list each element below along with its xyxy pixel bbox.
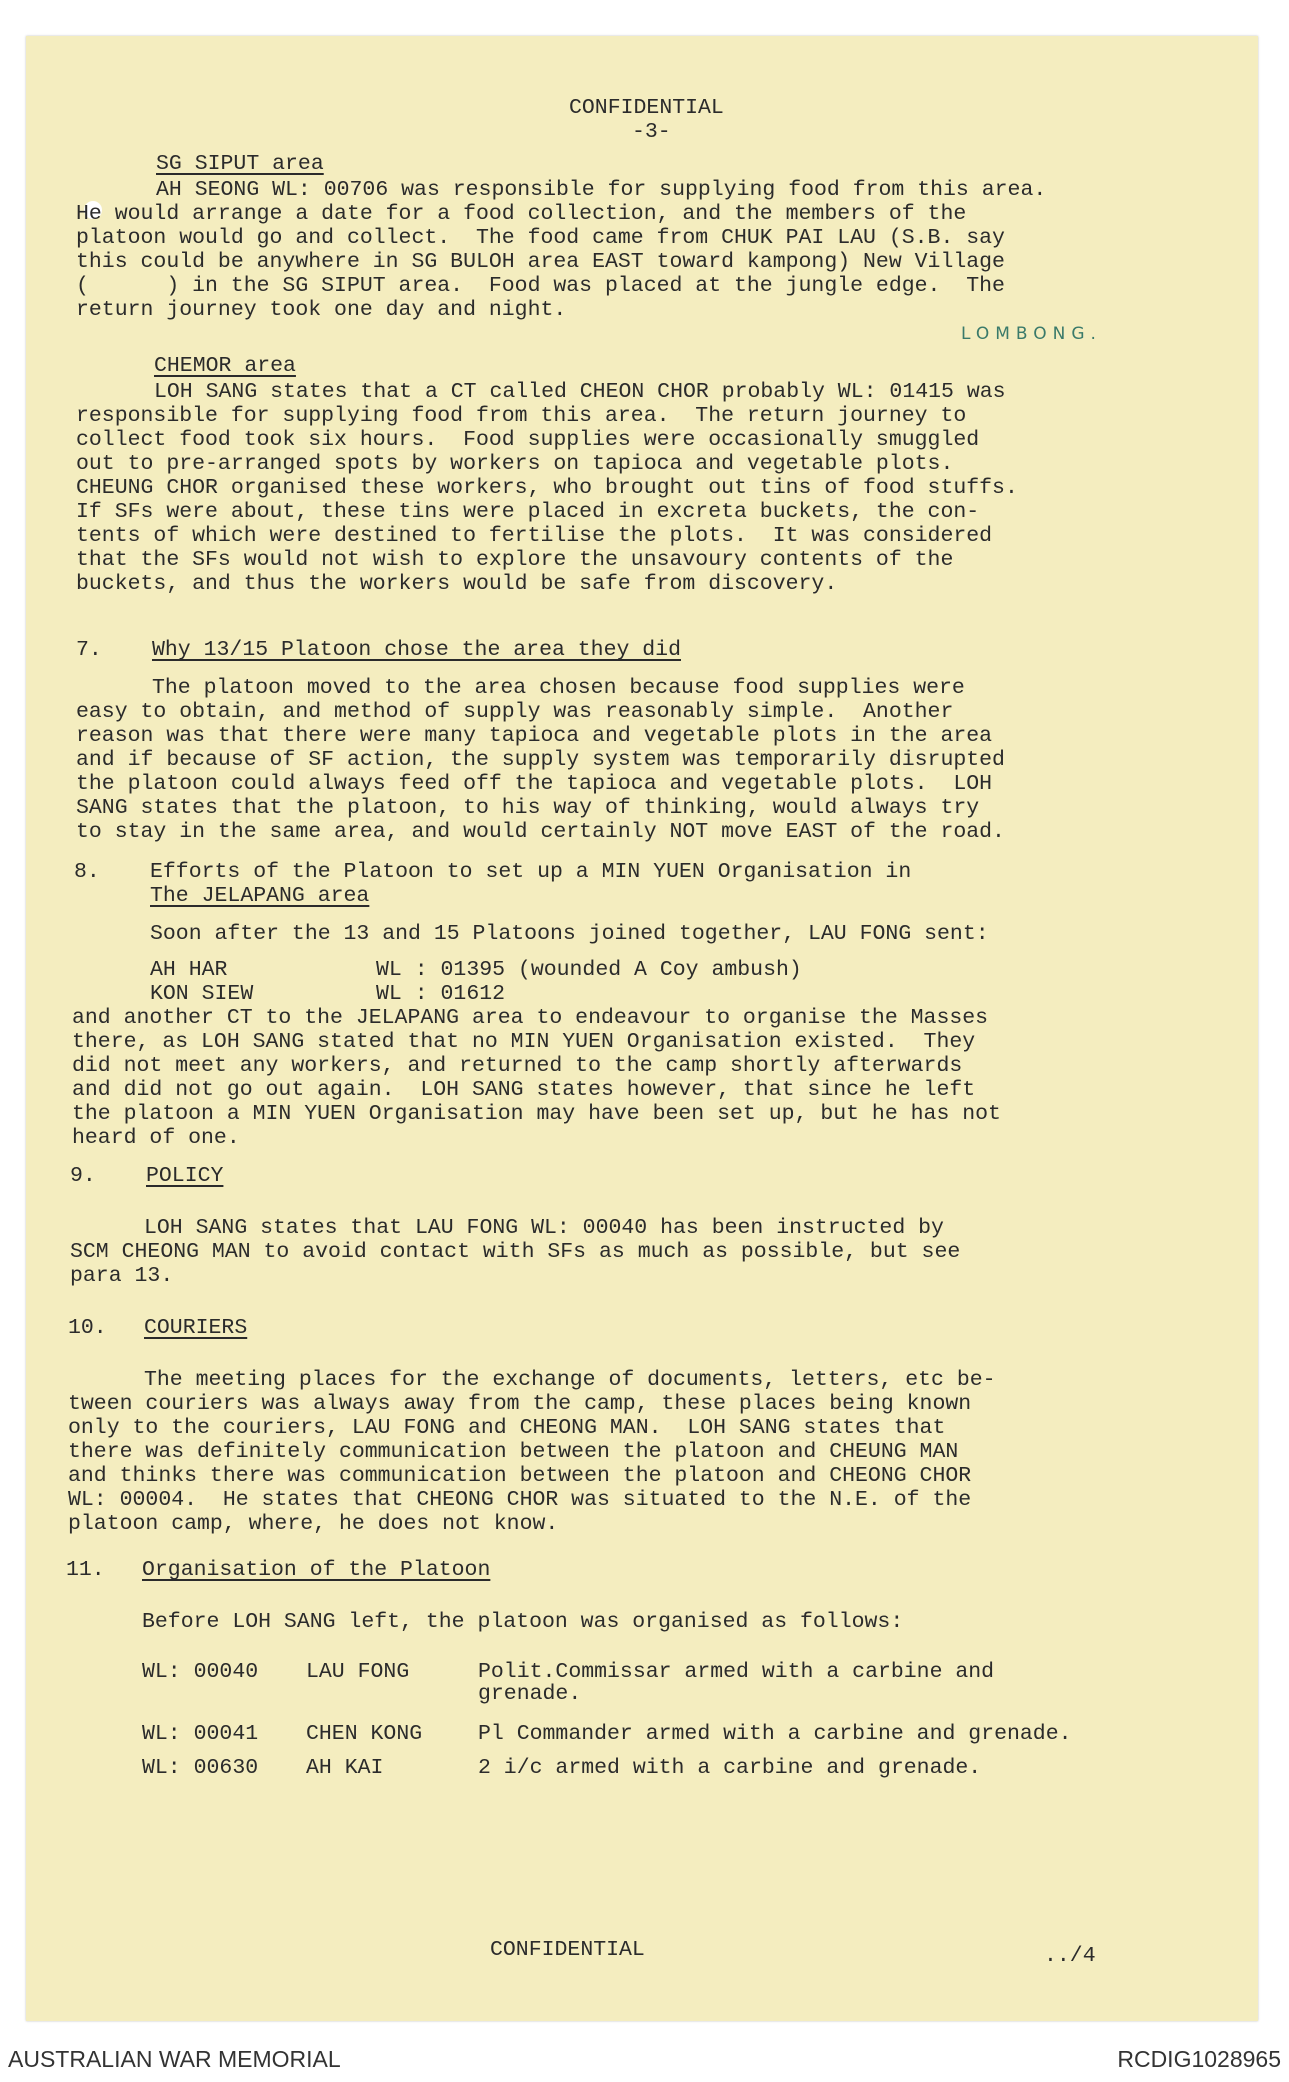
body-line: SCM CHEONG MAN to avoid contact with SFs as much as possible, but see (70, 1240, 961, 1264)
body-line: the platoon could always feed off the tapioca and vegetable plots. LOH (76, 772, 993, 796)
body-line: Before LOH SANG left, the platoon was organised as follows: (142, 1610, 904, 1634)
body-line: and if because of SF action, the supply system was temporarily disrupted (76, 748, 1005, 772)
body-line: responsible for supplying food from this area. The return journey to (76, 404, 967, 428)
body-line: easy to obtain, and method of supply was reasonably simple. Another (76, 700, 954, 724)
body-line: only to the couriers, LAU FONG and CHEONG MAN. LOH SANG states that (68, 1416, 946, 1440)
body-line: that the SFs would not wish to explore the unsavoury contents of the (76, 548, 954, 572)
body-line: and did not go out again. LOH SANG states however, that since he left (72, 1078, 976, 1102)
header-classification: CONFIDENTIAL (569, 96, 724, 120)
body-line: He would arrange a date for a food collection, and the members of the (76, 202, 967, 226)
document-page (26, 36, 1258, 2021)
body-line: WL: 00004. He states that CHEONG CHOR was situated to the N.E. of the (68, 1488, 972, 1512)
body-line: there, as LOH SANG stated that no MIN YUEN Organisation existed. They (72, 1030, 976, 1054)
member-role: Pl Commander armed with a carbine and grenade. (478, 1722, 1072, 1746)
member-role: 2 i/c armed with a carbine and grenade. (478, 1756, 982, 1780)
member-id: WL: 00040 (142, 1660, 259, 1684)
body-line: LOH SANG states that a CT called CHEON CHOR probably WL: 01415 was (154, 380, 1006, 404)
header-page-number: -3- (632, 120, 671, 144)
section-number: 10. (68, 1316, 107, 1340)
section-heading: COURIERS (144, 1316, 248, 1340)
section-number: 7. (76, 638, 102, 662)
member-name: AH KAI (306, 1756, 384, 1780)
archive-institution: AUSTRALIAN WAR MEMORIAL (8, 2046, 341, 2072)
body-line: and another CT to the JELAPANG area to endeavour to organise the Masses (72, 1006, 989, 1030)
section-heading-chemor: CHEMOR area (154, 354, 296, 378)
body-line: heard of one. (72, 1126, 240, 1150)
body-line: did not meet any workers, and returned to the camp shortly afterwards (72, 1054, 963, 1078)
body-line: the platoon a MIN YUEN Organisation may have been set up, but he has not (72, 1102, 1001, 1126)
body-line: platoon would go and collect. The food came from CHUK PAI LAU (S.B. say (76, 226, 1005, 250)
member-name: LAU FONG (306, 1660, 410, 1684)
body-line: If SFs were about, these tins were placed in excreta buckets, the con- (76, 500, 980, 524)
body-line: The meeting places for the exchange of documents, letters, etc be- (144, 1368, 996, 1392)
section-number: 8. (74, 860, 100, 884)
section-number: 9. (70, 1164, 96, 1188)
body-line: tents of which were destined to fertilise the plots. It was considered (76, 524, 993, 548)
footer-classification: CONFIDENTIAL (490, 1938, 645, 1962)
body-line: buckets, and thus the workers would be safe from discovery. (76, 572, 838, 596)
archive-reference: RCDIG1028965 (1117, 2046, 1281, 2072)
member-name: CHEN KONG (306, 1722, 423, 1746)
body-line: LOH SANG states that LAU FONG WL: 00040 has been instructed by (144, 1216, 944, 1240)
person-id: WL : 01612 (376, 982, 506, 1006)
body-line: ( ) in the SG SIPUT area. Food was placed at the jungle edge. The (76, 274, 1005, 298)
section-number: 11. (66, 1558, 105, 1582)
handwritten-annotation: LOMBONG. (961, 324, 1102, 344)
body-line: and thinks there was communication between the platoon and CHEONG CHOR (68, 1464, 972, 1488)
body-line: tween couriers was always away from the camp, these places being known (68, 1392, 972, 1416)
person-name: AH HAR (150, 958, 228, 982)
member-role: grenade. (478, 1682, 582, 1706)
footer-continuation: ../4 (1044, 1944, 1096, 1968)
section-heading: Organisation of the Platoon (142, 1558, 491, 1582)
body-line: collect food took six hours. Food supplies were occasionally smuggled (76, 428, 980, 452)
body-line: Soon after the 13 and 15 Platoons joined together, LAU FONG sent: (150, 922, 989, 946)
member-id: WL: 00630 (142, 1756, 259, 1780)
person-name: KON SIEW (150, 982, 254, 1006)
section-heading: Why 13/15 Platoon chose the area they did (152, 638, 681, 662)
body-line: para 13. (70, 1264, 174, 1288)
body-line: return journey took one day and night. (76, 298, 567, 322)
body-line: CHEUNG CHOR organised these workers, who brought out tins of food stuffs. (76, 476, 1018, 500)
person-id: WL : 01395 (wounded A Coy ambush) (376, 958, 802, 982)
section-heading-sg-siput: SG SIPUT area (156, 152, 324, 176)
body-line: to stay in the same area, and would certainly NOT move EAST of the road. (76, 820, 1005, 844)
member-id: WL: 00041 (142, 1722, 259, 1746)
body-line: AH SEONG WL: 00706 was responsible for supplying food from this area. (156, 178, 1047, 202)
body-line: there was definitely communication between the platoon and CHEUNG MAN (68, 1440, 959, 1464)
body-line: reason was that there were many tapioca and vegetable plots in the area (76, 724, 993, 748)
body-line: SANG states that the platoon, to his way of thinking, would always try (76, 796, 980, 820)
section-heading: POLICY (146, 1164, 224, 1188)
body-line: The platoon moved to the area chosen because food supplies were (152, 676, 965, 700)
section-heading: Efforts of the Platoon to set up a MIN YUEN Organisation in (150, 860, 912, 884)
body-line: platoon camp, where, he does not know. (68, 1512, 559, 1536)
member-role: Polit.Commissar armed with a carbine and (478, 1660, 995, 1684)
body-line: out to pre-arranged spots by workers on tapioca and vegetable plots. (76, 452, 954, 476)
section-heading: The JELAPANG area (150, 884, 370, 908)
body-line: this could be anywhere in SG BULOH area EAST toward kampong) New Village (76, 250, 1005, 274)
